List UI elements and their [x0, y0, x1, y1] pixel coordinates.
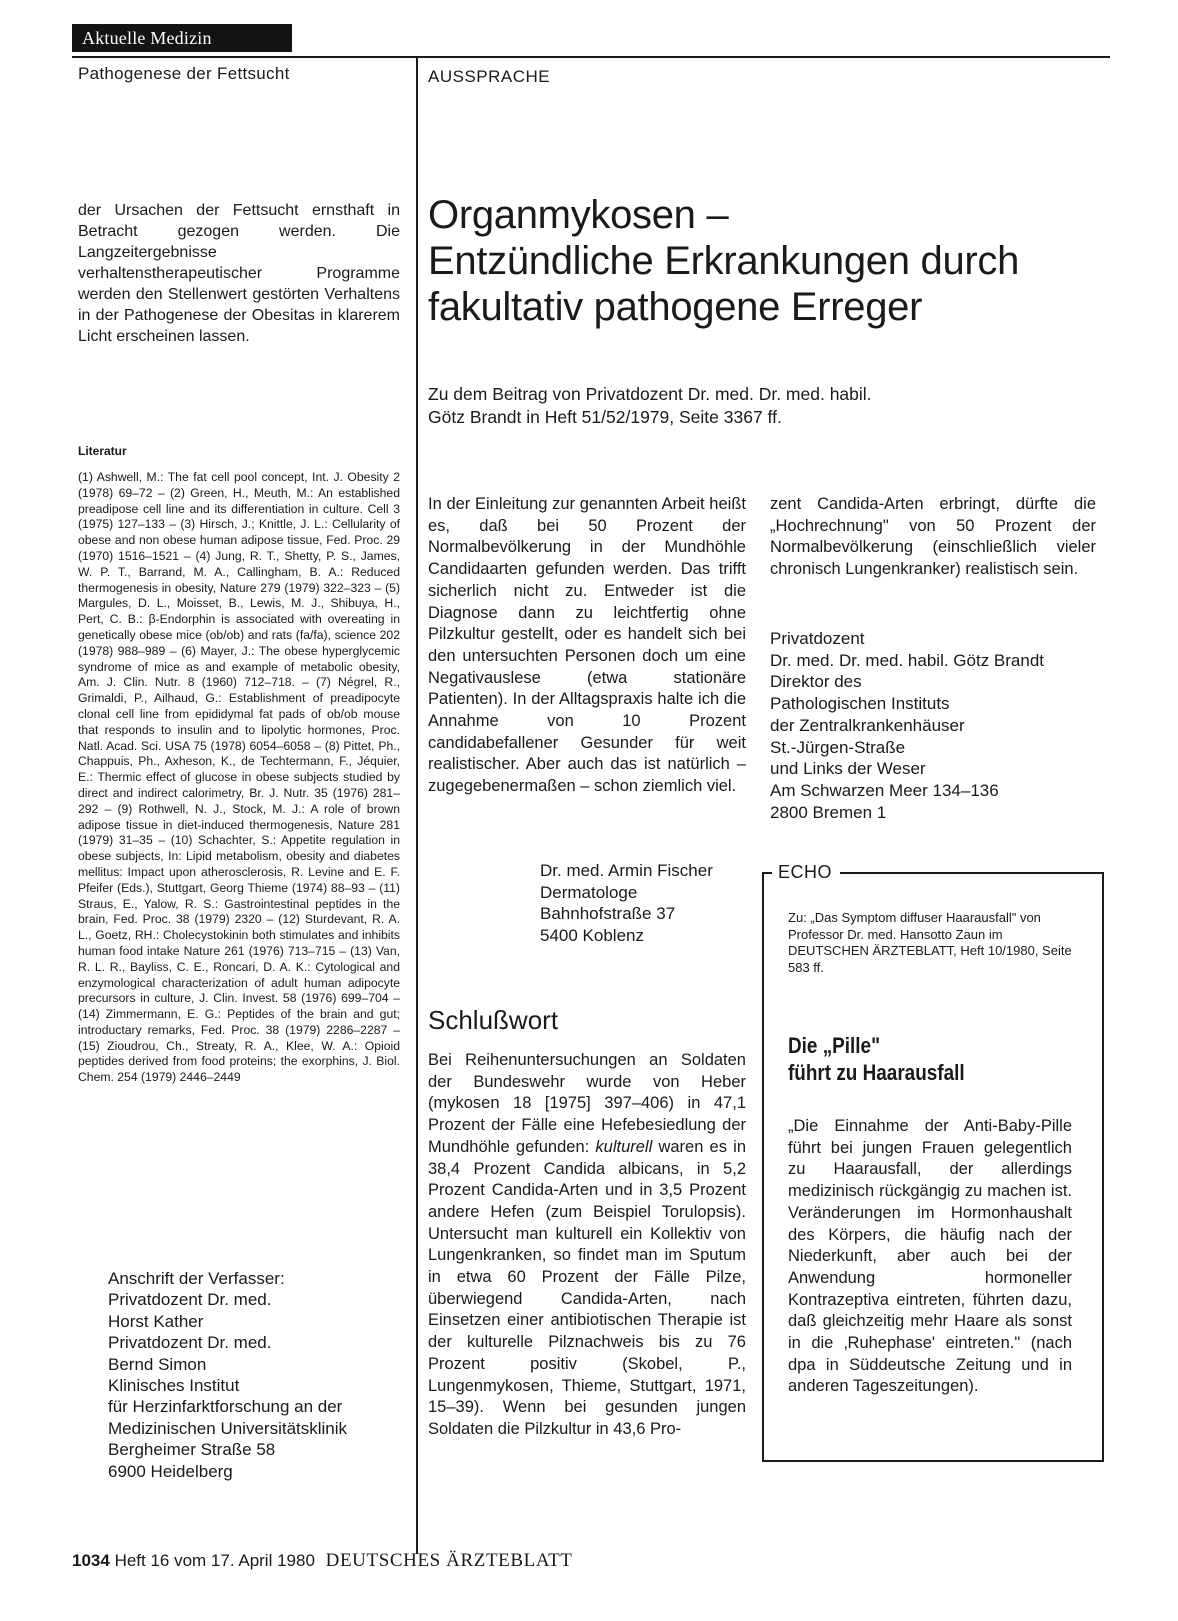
- letter-text: In der Einleitung zur genannten Arbeit heißt es, daß bei 50 Prozent der Normalbevölkerung in der Mundhöhle Candidaarten gefunden werden. Das trifft sicherlich nicht zu. Entweder ist die Diagnose dann zu leichtfertig ohne Pilzkultur gestellt, oder es handelt sich bei den untersuchten Personen doch um eine Negativauslese (etwa stationäre Patienten). In der Alltagspraxis halte ich die Annahme von 10 Prozent candidabefallener Gesunder für weit realistischer. Aber auch das ist natürlich – zugegebenermaßen – schon ziemlich viel.: [428, 495, 746, 796]
- title-line: fakultativ pathogene Erreger: [428, 285, 923, 329]
- page-footer: [72, 1550, 573, 1572]
- column-divider: [416, 56, 418, 1554]
- address-line: Dr. med. Dr. med. habil. Götz Brandt: [770, 650, 1045, 670]
- left-running-head: Pathogenese der Fettsucht: [78, 64, 290, 83]
- left-intro-text: der Ursachen der Fettsucht ernsthaft in Betracht gezogen werden. Die Langzeitergebnisse verhaltenstherapeutischer Programme werden den Stellenwert gestörten Verhaltens in der Pathogenese der Obesitas in klarerem Licht erscheinen lassen.: [78, 202, 400, 345]
- journal-name: DEUTSCHES ÄRZTEBLATT: [325, 1550, 573, 1571]
- address-line: und Links der Weser: [770, 759, 926, 779]
- author-line: Anschrift der Verfasser:: [108, 1269, 285, 1288]
- echo-headline-line: Die „Pille": [788, 1033, 881, 1058]
- signature-line: Dermatologe: [540, 882, 638, 902]
- address-line: Direktor des: [770, 672, 862, 692]
- author-line: Klinisches Institut: [108, 1376, 240, 1396]
- reply-address: [770, 628, 1044, 823]
- page-number: 1034: [72, 1551, 110, 1570]
- address-line: der Zentralkrankenhäuser: [770, 715, 965, 735]
- address-line: Privatdozent: [770, 629, 865, 648]
- schlusswort-text-part: waren es in 38,4 Prozent Candida albicans, in 5,2 Prozent Candida-Arten und in 3,5 Prozent andere Hefen (zum Beispiel Torulopsis). Untersucht man kulturell ein Kollektiv von Lungenkranken, so findet man im Sputum in etwa 60 Prozent der Fälle Pilze, überwiegend Candida-Arten, nach Einsetzen einer antibiotischen Therapie ist der kulturelle Pilznachweis bis zu 76 Prozent positiv (Skobel, P., Lungenmykosen, Thieme, Stuttgart, 1971, 15–39). Wenn bei gesunden jungen Soldaten die Pilzkultur in 43,6 Pro-: [428, 1137, 746, 1438]
- schlusswort-text: [428, 1050, 746, 1441]
- echo-box-top-rule: [762, 872, 772, 874]
- echo-quote: „Die Einnahme der Anti-Baby-Pille führt bei jungen Frauen gelegentlich zu Haarausfall, der allerdings medizinisch rückgängig zu machen ist. Veränderungen im Hormonhaushalt des Körpers, die häufig nach der Niederkunft, aber auch bei der Anwendung hormoneller Kontrazeptiva eintreten, führten dazu, daß gleichzeitig mehr Haare als sonst in die ‚Ruhephase' eintreten." (nach dpa in Süddeutsche Zeitung und in anderen Tageszeitungen).: [788, 1117, 1072, 1396]
- author-line: Horst Kather: [108, 1311, 204, 1331]
- article-title: [428, 192, 1108, 330]
- echo-box-top-rule: [840, 872, 1104, 874]
- subtitle-line: Zu dem Beitrag von Privatdozent Dr. med. Dr. med. habil.: [428, 384, 872, 404]
- article-subtitle: [428, 383, 1108, 428]
- author-line: Medizinischen Universitätsklinik: [108, 1418, 348, 1438]
- address-line: Pathologischen Instituts: [770, 694, 950, 714]
- author-line: Bernd Simon: [108, 1354, 207, 1374]
- echo-headline: [788, 1032, 1037, 1086]
- schlusswort-emphasis: kulturell: [595, 1137, 653, 1156]
- schlusswort-text-part: Bei Reihenuntersuchungen an Soldaten der Bundeswehr wurde von Heber (mykosen 18 [1975] 397–406) in 47,1 Prozent der Fälle eine Hefebesiedlung der Mundhöhle gefunden:: [428, 1051, 746, 1156]
- signature-line: Dr. med. Armin Fischer: [540, 861, 713, 880]
- literatur-heading: Literatur: [78, 444, 127, 458]
- schlusswort-continued: zent Candida-Arten erbringt, dürfte die „Hochrechnung" von 50 Prozent der Normalbevölkerung (einschließlich vieler chronisch Lungenkranker) realistisch sein.: [770, 495, 1096, 579]
- author-line: Bergheimer Straße 58: [108, 1440, 276, 1460]
- echo-headline-line: führt zu Haarausfall: [788, 1060, 965, 1085]
- author-line: 6900 Heidelberg: [108, 1461, 233, 1481]
- section-tag: Aktuelle Medizin: [72, 24, 292, 52]
- reference-list: (1) Ashwell, M.: The fat cell pool concept, Int. J. Obesity 2 (1978) 69–72 – (2) Green, H., Meuth, M.: An established preadipose cell line and its differentiation in culture. Cell 3 (1975) 127–133 – (3) Hirsch, J.; Knittle, J. L.: Cellularity of obese and non obese human adipose tissue, Fed. Proc. 29 (1970) 1516–1521 – (4) Jung, R. T., Shetty, P. S., James, W. P. T., Barrand, M. A., Callingham, B. A.: Reduced thermogenesis in obesity, Nature 279 (1979) 322–323 – (5) Margules, D. L., Moisset, B., Lewis, M. J., Shibuya, H., Pert, C. B.: β-Endorphin is associated with overeating in genetically obese mice (ob/ob) and rats (fa/fa), science 202 (1978) 988–989 – (6) Mayer, J.: The obese hyperglycemic syndrome of mice as and example of metabolic obesity, Am. J. Clin. Nutr. 8 (1960) 712–718. – (7) Négrel, R., Grimaldi, P., Ailhaud, G.: Establishment of preadipocyte clonal cell line from epididymal fat pads of ob/ob mouse that responds to insulin and to lipolytic hormones, Proc. Natl. Acad. Sci. USA 75 (1978) 6054–6058 – (8) Pittet, Ph., Chappuis, Ph., Axheson, K., de Techtermann, F., Jéquier, E.: Thermic effect of glucose in obese subjects studied by direct and indirect calorimetry, Br. J. Nutr. 35 (1976) 281–292 – (9) Rothwell, N. J., Stock, M. J.: A role of brown adipose tissue in diet-induced thermogenesis, Nature 281 (1979) 31–35 – (10) Schachter, S.: Appetite regulation in obese subjects, In: Lipid metabolism, obesity and diabetes mellitus: Impact upon atherosclerosis, R. Levine and E. F. Pfeifer (Eds.), Stuttgart, Georg Thieme (1974) 88–93 – (11) Straus, E., Yalow, R. S.: Gastrointestinal peptides in the brain, Fed. Proc. 38 (1979) 2320 – (12) Sturdevant, R. A. L., Goetz, RH.: Cholecystokinin both stimulates and inhibits human food intake Nature 261 (1976) 713–715 – (13) Van, R. L. R., Bayliss, C. E., Roncari, D. A. K.: Cytological and enzymological characterization of adult human adipocyte precursors in culture, J. Clin. Invest. 58 (1976) 699–704 – (14) Zimmermann, E. G.: Peptides of the brain and gut; introductary remarks, Fed. Proc. 38 (1979) 2286–2287 – (15) Zioudrou, Ch., Streaty, R. A., Klee, W. A.: Opioid peptides derived from food proteins; the exorphins, J. Biol. Chem. 254 (1979) 2446–2449: [78, 470, 400, 1085]
- issue-info: Heft 16 vom 17. April 1980: [114, 1551, 315, 1570]
- author-line: für Herzinfarktforschung an der: [108, 1397, 343, 1417]
- top-rule: [72, 56, 1110, 58]
- author-line: Privatdozent Dr. med.: [108, 1290, 272, 1310]
- echo-label: ECHO: [778, 862, 833, 882]
- signature-line: 5400 Koblenz: [540, 926, 644, 946]
- address-line: 2800 Bremen 1: [770, 802, 887, 822]
- address-line: Am Schwarzen Meer 134–136: [770, 780, 999, 800]
- subtitle-line: Götz Brandt in Heft 51/52/1979, Seite 3367 ff.: [428, 406, 782, 427]
- title-line: Organmykosen –: [428, 193, 729, 237]
- author-line: Privatdozent Dr. med.: [108, 1333, 272, 1353]
- schlusswort-heading: Schlußwort: [428, 1005, 559, 1035]
- author-address: [108, 1268, 408, 1482]
- address-line: St.-Jürgen-Straße: [770, 737, 906, 757]
- title-line: Entzündliche Erkrankungen durch: [428, 239, 1020, 283]
- echo-reference: Zu: „Das Symptom diffuser Haarausfall" von Professor Dr. med. Hansotto Zaun im DEUTSCHEN ÄRZTEBLATT, Heft 10/1980, Seite 583 ff.: [788, 910, 1072, 975]
- signature-line: Bahnhofstraße 37: [540, 904, 676, 924]
- letter-signature: [540, 860, 713, 947]
- right-running-head: AUSSPRACHE: [428, 67, 551, 86]
